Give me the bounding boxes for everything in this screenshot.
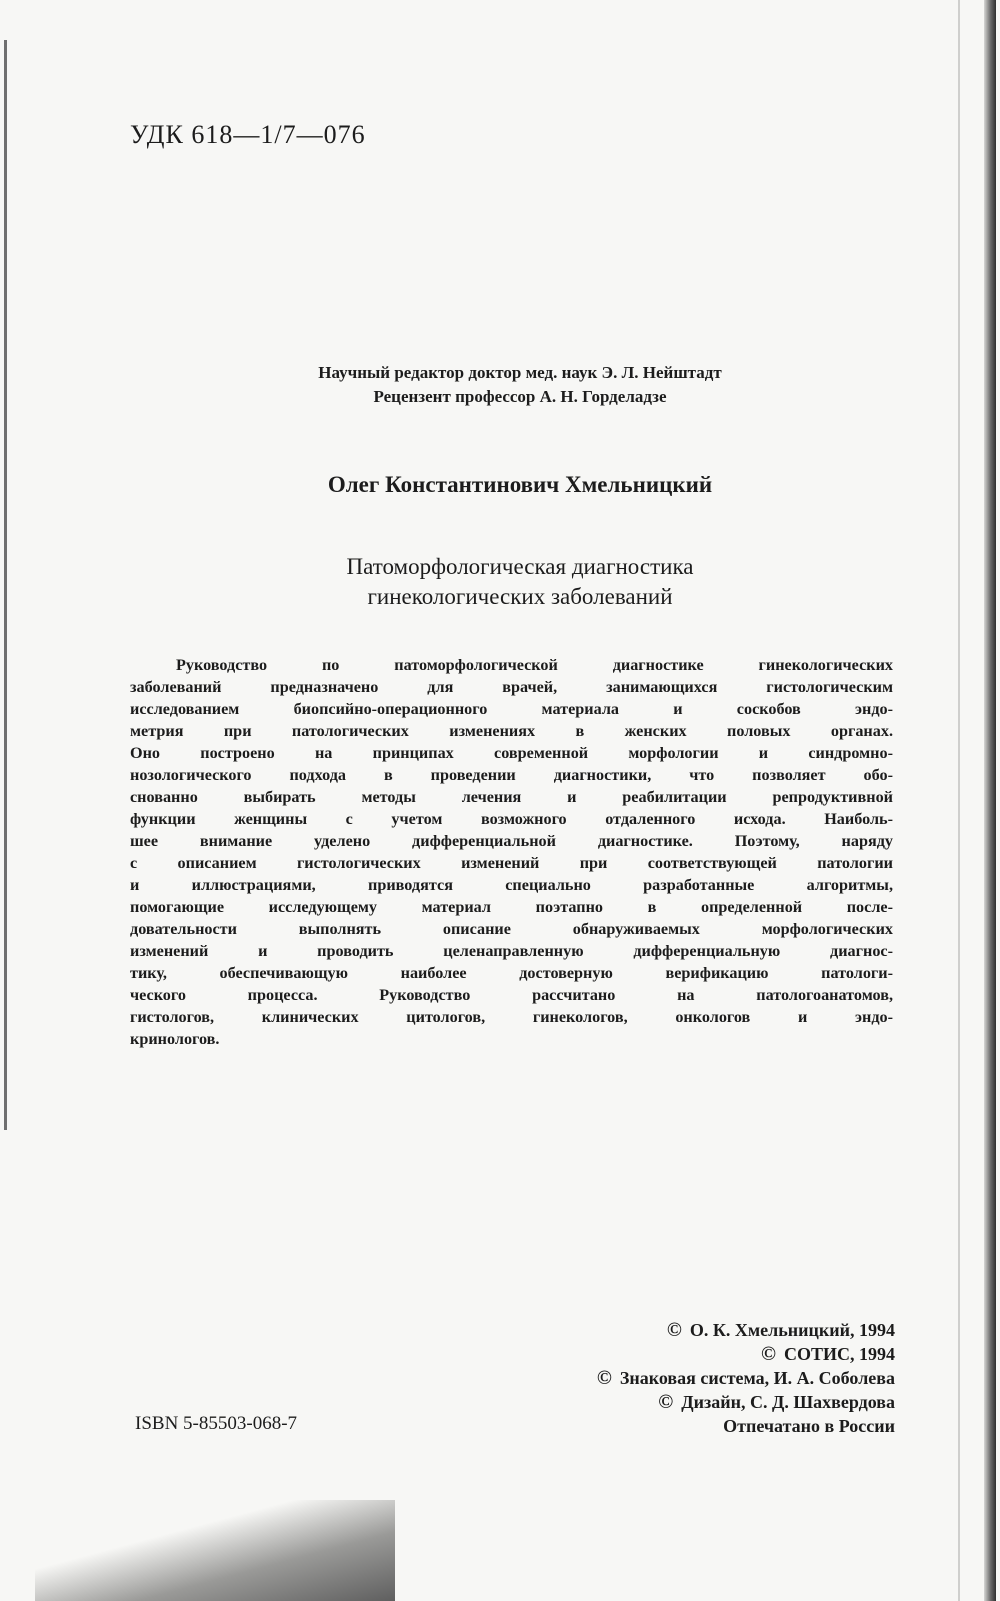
scientific-editor: Научный редактор доктор мед. наук Э. Л. Нейштадт: [318, 363, 722, 382]
abstract-line: метрия при патологических изменениях в женских половых органах.: [130, 722, 893, 740]
abstract-line: шее внимание уделено дифференциальной диагностике. Поэтому, наряду: [130, 832, 893, 850]
abstract-line: изменений и проводить целенаправленную дифференциальную диагнос-: [130, 942, 893, 960]
copyright-text: О. К. Хмельницкий, 1994: [689, 1320, 895, 1340]
page-edge-right: [984, 0, 996, 1601]
abstract-line: нозологического подхода в проведении диагностики, что позволяет обо-: [130, 766, 893, 784]
abstract-line: и иллюстрациями, приводятся специально разработанные алгоритмы,: [130, 876, 893, 894]
copyright-text: Знаковая система, И. А. Соболева: [619, 1368, 895, 1388]
copyright-icon: ©: [666, 1319, 682, 1341]
reviewer: Рецензент профессор А. Н. Горделадзе: [373, 387, 667, 406]
copyright-icon: ©: [658, 1391, 674, 1413]
copyright-text: Дизайн, С. Д. Шахвердова: [681, 1392, 895, 1412]
copyright-line: [435, 1366, 895, 1390]
abstract-line: исследованием биопсийно-операционного материала и соскобов эндо-: [130, 700, 893, 718]
page-edge-left: [4, 40, 7, 1130]
copyright-line: [435, 1390, 895, 1414]
book-title-line-1: Патоморфологическая диагностика: [346, 554, 694, 579]
author-name: Олег Константинович Хмельницкий: [327, 472, 713, 497]
editors-block: [200, 361, 840, 409]
udk-code: УДК 618—1/7—076: [130, 120, 366, 149]
scan-shadow: [35, 1500, 395, 1601]
abstract-line: тику, обеспечивающую наиболее достоверную верификацию патологи-: [130, 964, 893, 982]
abstract-line: Руководство по патоморфологической диагностике гинекологических: [176, 656, 893, 674]
abstract-line: довательности выполнять описание обнаруживаемых морфологических: [130, 920, 893, 938]
abstract-line: гистологов, клинических цитологов, гинекологов, онкологов и эндо-: [130, 1008, 893, 1026]
printed-in: Отпечатано в России: [723, 1416, 895, 1436]
copyright-block: [435, 1318, 895, 1438]
abstract-line: функции женщины с учетом возможного отдаленного исхода. Наиболь-: [130, 810, 893, 828]
book-title: [200, 552, 840, 612]
copyright-icon: ©: [761, 1343, 776, 1365]
copyright-line: [435, 1342, 895, 1366]
abstract: [130, 654, 893, 1050]
isbn: ISBN 5-85503-068-7: [135, 1413, 298, 1434]
abstract-line: помогающие исследующему материал поэтапно в определенной после-: [130, 898, 893, 916]
book-title-line-2: гинекологических заболеваний: [367, 584, 673, 609]
abstract-line: снованно выбирать методы лечения и реабилитации репродуктивной: [130, 788, 893, 806]
abstract-line: кринологов.: [130, 1030, 220, 1048]
abstract-line: ческого процесса. Руководство рассчитано на патологоанатомов,: [130, 986, 893, 1004]
abstract-line: с описанием гистологических изменений при соответствующей патологии: [130, 854, 893, 872]
copyright-icon: ©: [596, 1367, 612, 1389]
page-fold-line: [958, 0, 960, 1601]
abstract-line: Оно построено на принципах современной морфологии и синдромно-: [130, 744, 893, 762]
abstract-line: заболеваний предназначено для врачей, занимающихся гистологическим: [130, 678, 893, 696]
copyright-text: СОТИС, 1994: [783, 1344, 895, 1364]
copyright-line: [435, 1318, 895, 1342]
